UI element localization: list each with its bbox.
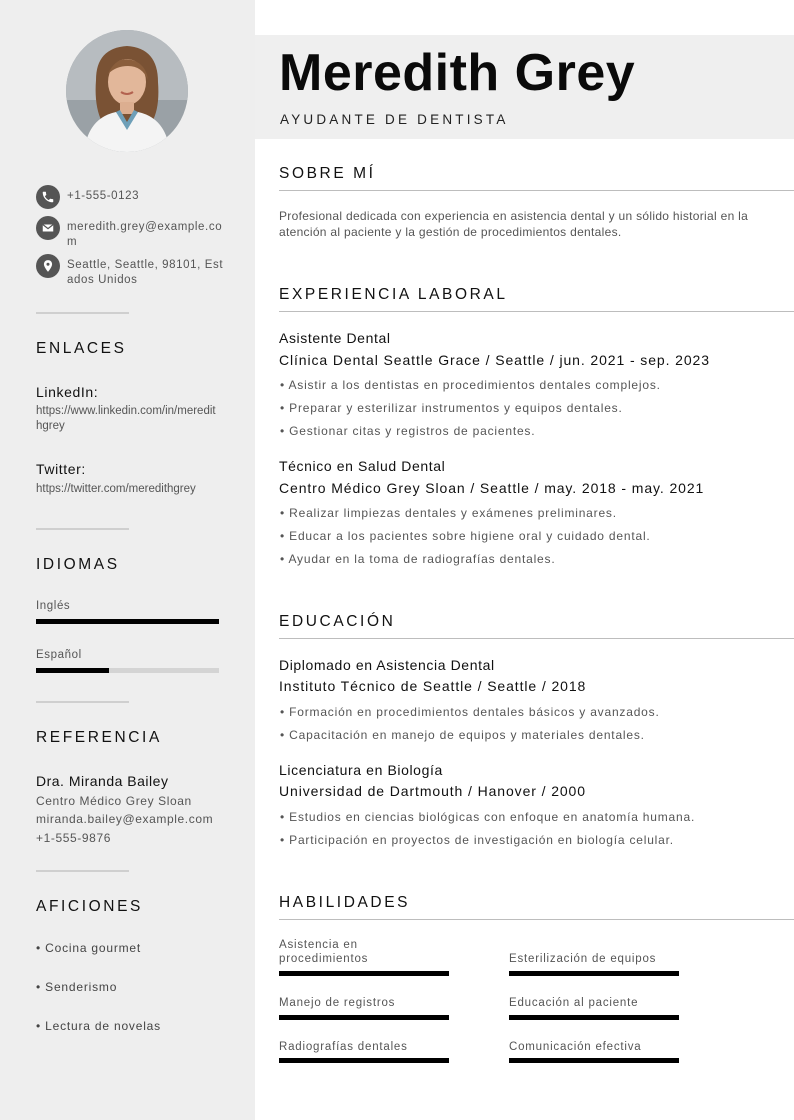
twitter-link[interactable]: https://twitter.com/meredithgrey	[36, 483, 196, 495]
education-bullet: • Estudios en ciencias biológicas con enfoque en anatomía humana.	[280, 810, 696, 824]
linkedin-label: LinkedIn:	[36, 384, 99, 400]
contact-address	[36, 254, 226, 288]
map-pin-icon	[36, 254, 60, 278]
job-title-entry: Asistente Dental	[279, 330, 391, 346]
job-bullet: • Ayudar en la toma de radiografías dentales.	[280, 552, 556, 566]
sidebar-divider	[36, 701, 129, 703]
contact-phone	[36, 185, 226, 209]
language-spanish-label: Español	[36, 649, 82, 661]
address-text: Seattle, Seattle, 98101, Estados Unidos	[67, 259, 224, 286]
contact-email	[36, 216, 226, 250]
skill-bar	[279, 1015, 449, 1020]
skill-label: Manejo de registros	[279, 997, 396, 1009]
section-rule	[279, 311, 794, 312]
education-bullet: • Capacitación en manejo de equipos y materiales dentales.	[280, 728, 645, 742]
sidebar-divider	[36, 312, 129, 314]
phone-text[interactable]: +1-555-0123	[67, 190, 140, 202]
job-bullet: • Educar a los pacientes sobre higiene oral y cuidado dental.	[280, 529, 651, 543]
job-bullet: • Preparar y esterilizar instrumentos y equipos dentales.	[280, 401, 623, 415]
email-text[interactable]: meredith.grey@example.com	[67, 221, 223, 248]
education-heading: EDUCACIÓN	[279, 613, 396, 630]
job-bullet: • Realizar limpiezas dentales y exámenes preliminares.	[280, 506, 617, 520]
about-text: Profesional dedicada con experiencia en asistencia dental y un sólido historial en la atención al paciente y la gestión de procedimientos dentales.	[279, 209, 749, 239]
skill-label: Educación al paciente	[509, 997, 639, 1009]
section-rule	[279, 190, 794, 191]
education-title: Licenciatura en Biología	[279, 762, 443, 778]
job-bullet: • Gestionar citas y registros de pacientes.	[280, 424, 536, 438]
person-name: Meredith Grey	[279, 44, 636, 102]
section-rule	[279, 638, 794, 639]
education-subtitle: Instituto Técnico de Seattle / Seattle / 2018	[279, 678, 587, 694]
section-rule	[279, 919, 794, 920]
sidebar-divider	[36, 528, 129, 530]
skill-label: Asistencia en procedimientos	[279, 939, 369, 965]
twitter-label: Twitter:	[36, 461, 86, 477]
education-title: Diplomado en Asistencia Dental	[279, 657, 495, 673]
skill-bar	[509, 1058, 679, 1063]
job-subtitle: Centro Médico Grey Sloan / Seattle / may. 2018 - may. 2021	[279, 480, 705, 496]
linkedin-link[interactable]: https://www.linkedin.com/in/meredithgrey	[36, 405, 216, 432]
job-title: AYUDANTE DE DENTISTA	[280, 112, 509, 127]
language-english-fill	[36, 619, 219, 624]
education-subtitle: Universidad de Dartmouth / Hanover / 2000	[279, 783, 586, 799]
reference-name: Dra. Miranda Bailey	[36, 773, 169, 789]
links-heading: ENLACES	[36, 340, 127, 357]
envelope-icon	[36, 216, 60, 240]
phone-icon	[36, 185, 60, 209]
reference-phone[interactable]: +1-555-9876	[36, 831, 111, 845]
reference-heading: REFERENCIA	[36, 729, 162, 746]
about-heading: SOBRE MÍ	[279, 165, 376, 182]
skill-bar	[509, 1015, 679, 1020]
job-subtitle: Clínica Dental Seattle Grace / Seattle / jun. 2021 - sep. 2023	[279, 352, 710, 368]
language-spanish-fill	[36, 668, 109, 673]
hobbies-heading: AFICIONES	[36, 898, 143, 915]
skill-label: Esterilización de equipos	[509, 953, 657, 965]
sidebar-divider	[36, 870, 129, 872]
profile-photo	[66, 30, 188, 152]
reference-org: Centro Médico Grey Sloan	[36, 794, 192, 808]
education-bullet: • Participación en proyectos de investigación en biología celular.	[280, 833, 674, 847]
skill-bar	[279, 1058, 449, 1063]
hobby-item: • Cocina gourmet	[36, 941, 142, 955]
languages-heading: IDIOMAS	[36, 556, 120, 573]
job-bullet: • Asistir a los dentistas en procedimientos dentales complejos.	[280, 378, 661, 392]
hobby-item: • Senderismo	[36, 980, 118, 994]
experience-heading: EXPERIENCIA LABORAL	[279, 286, 508, 303]
language-english-bar	[36, 619, 219, 624]
job-title-entry: Técnico en Salud Dental	[279, 458, 446, 474]
hobby-item: • Lectura de novelas	[36, 1019, 161, 1033]
skill-bar	[509, 971, 679, 976]
reference-email[interactable]: miranda.bailey@example.com	[36, 812, 214, 826]
language-english-label: Inglés	[36, 600, 71, 612]
education-bullet: • Formación en procedimientos dentales básicos y avanzados.	[280, 705, 660, 719]
skill-label: Radiografías dentales	[279, 1041, 408, 1053]
skill-label: Comunicación efectiva	[509, 1041, 642, 1053]
language-spanish-bar	[36, 668, 219, 673]
skills-heading: HABILIDADES	[279, 894, 411, 911]
skill-bar	[279, 971, 449, 976]
